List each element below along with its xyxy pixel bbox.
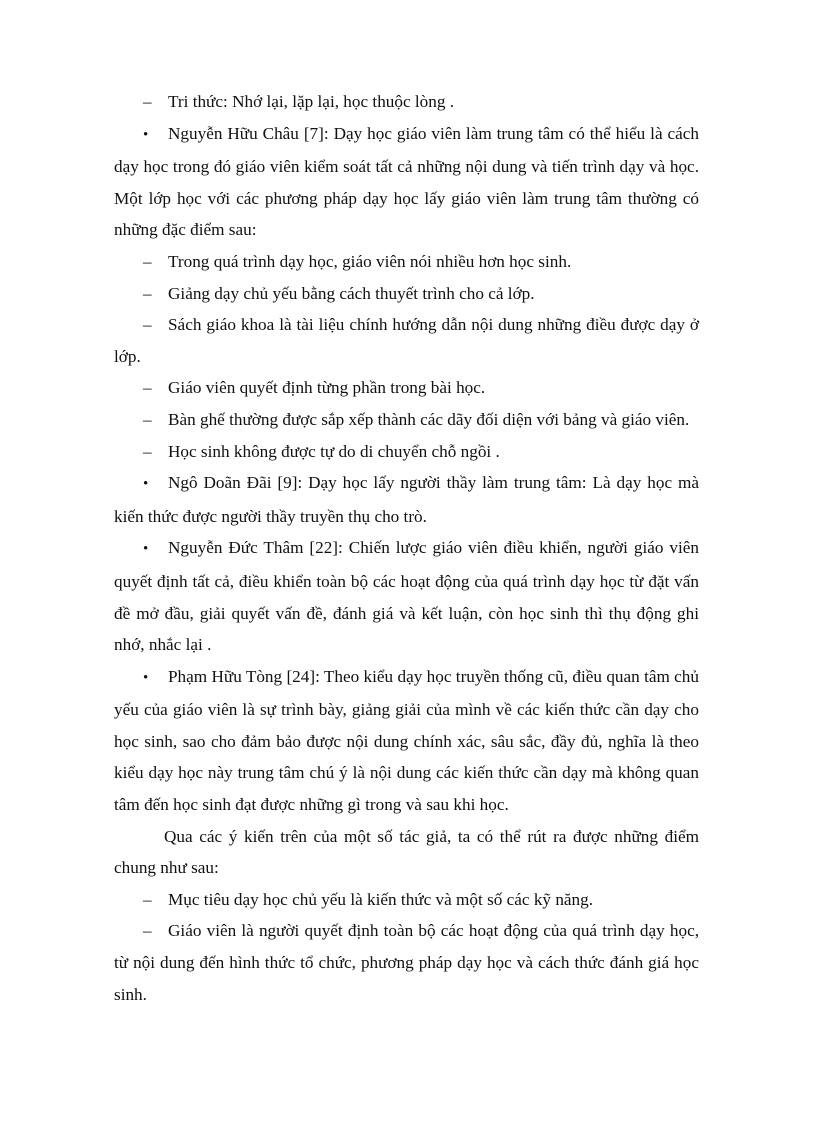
- paragraph-text: Giảng dạy chủ yếu bằng cách thuyết trình cho cả lớp.: [168, 283, 535, 303]
- dash-item: [114, 86, 699, 118]
- bullet-item: [114, 118, 699, 246]
- paragraph-text: Học sinh không được tự do di chuyển chỗ ngồi .: [168, 441, 500, 461]
- bullet-item: [114, 532, 699, 660]
- dash-item: [114, 884, 699, 916]
- summary-paragraph: [114, 821, 699, 884]
- paragraph-text: Giáo viên quyết định từng phần trong bài học.: [168, 378, 486, 398]
- dash-marker: –: [143, 378, 152, 398]
- dash-marker: –: [143, 921, 152, 941]
- dash-item: [114, 309, 699, 372]
- dash-item: [114, 915, 699, 1010]
- paragraph-text: Ngô Doãn Đãi [9]: Dạy học lấy người thầy làm trung tâm: Là dạy học mà kiến thức được người thầy truyền thụ cho trò.: [114, 473, 699, 526]
- paragraph-text: Tri thức: Nhớ lại, lặp lại, học thuộc lòng .: [168, 92, 455, 111]
- bullet-marker: •: [143, 476, 149, 493]
- bullet-item: [114, 661, 699, 821]
- paragraph-text: Trong quá trình dạy học, giáo viên nói nhiều hơn học sinh.: [168, 251, 572, 271]
- document-body: [114, 86, 699, 1010]
- dash-item: [114, 246, 699, 278]
- dash-marker: –: [143, 315, 152, 335]
- dash-item: [114, 404, 699, 436]
- paragraph-text: Mục tiêu dạy học chủ yếu là kiến thức và một số các kỹ năng.: [168, 889, 594, 909]
- paragraph-text: Bàn ghế thường được sắp xếp thành các dãy đối diện với bảng và giáo viên.: [168, 409, 690, 429]
- bullet-marker: •: [143, 669, 149, 686]
- paragraph-text: Sách giáo khoa là tài liệu chính hướng dẫn nội dung những điều được dạy ở lớp.: [114, 315, 699, 366]
- dash-marker: –: [143, 283, 152, 303]
- paragraph-text: Qua các ý kiến trên của một số tác giả, ta có thể rút ra được những điểm chung như sau:: [114, 826, 699, 878]
- dash-item: [114, 372, 699, 404]
- paragraph-text: Giáo viên là người quyết định toàn bộ các hoạt động của quá trình dạy học, từ nội dung đến hình thức tổ chức, phương pháp dạy học và cách thức đánh giá học sinh.: [114, 921, 699, 1004]
- dash-item: [114, 436, 699, 468]
- dash-marker: –: [143, 409, 152, 429]
- bullet-marker: •: [143, 541, 149, 558]
- bullet-marker: •: [143, 126, 149, 143]
- dash-marker: –: [143, 889, 152, 909]
- paragraph-text: Nguyễn Hữu Châu [7]: Dạy học giáo viên làm trung tâm có thể hiểu là cách dạy học trong đó giáo viên kiểm soát tất cả những nội dung và tiến trình dạy và học. Một lớp học với các phương pháp dạy học lấy giáo viên làm trung tâm thường có những đặc điểm sau:: [114, 123, 699, 240]
- dash-marker: –: [143, 441, 152, 461]
- paragraph-text: Phạm Hữu Tòng [24]: Theo kiểu dạy học truyền thống cũ, điều quan tâm chủ yếu của giáo viên là sự trình bày, giảng giải của mình về các kiến thức cần dạy cho học sinh, sao cho đảm bảo được nội dung chính xác, sâu sắc, đầy đủ, nghĩa là theo kiểu dạy học này trung tâm chú ý là nội dung các kiến thức cần dạy mà không quan tâm đến học sinh đạt được những gì trong và sau khi học.: [114, 666, 699, 815]
- bullet-item: [114, 467, 699, 532]
- dash-marker: –: [143, 251, 152, 271]
- paragraph-text: Nguyễn Đức Thâm [22]: Chiến lược giáo viên điều khiển, người giáo viên quyết định tất cả, điều khiển toàn bộ các hoạt động của quá trình dạy học từ đặt vấn đề mở đầu, giải quyết vấn đề, đánh giá và kết luận, còn học sinh thì thụ động ghi nhớ, nhắc lại .: [114, 538, 699, 655]
- dash-marker: –: [143, 92, 152, 111]
- dash-item: [114, 278, 699, 310]
